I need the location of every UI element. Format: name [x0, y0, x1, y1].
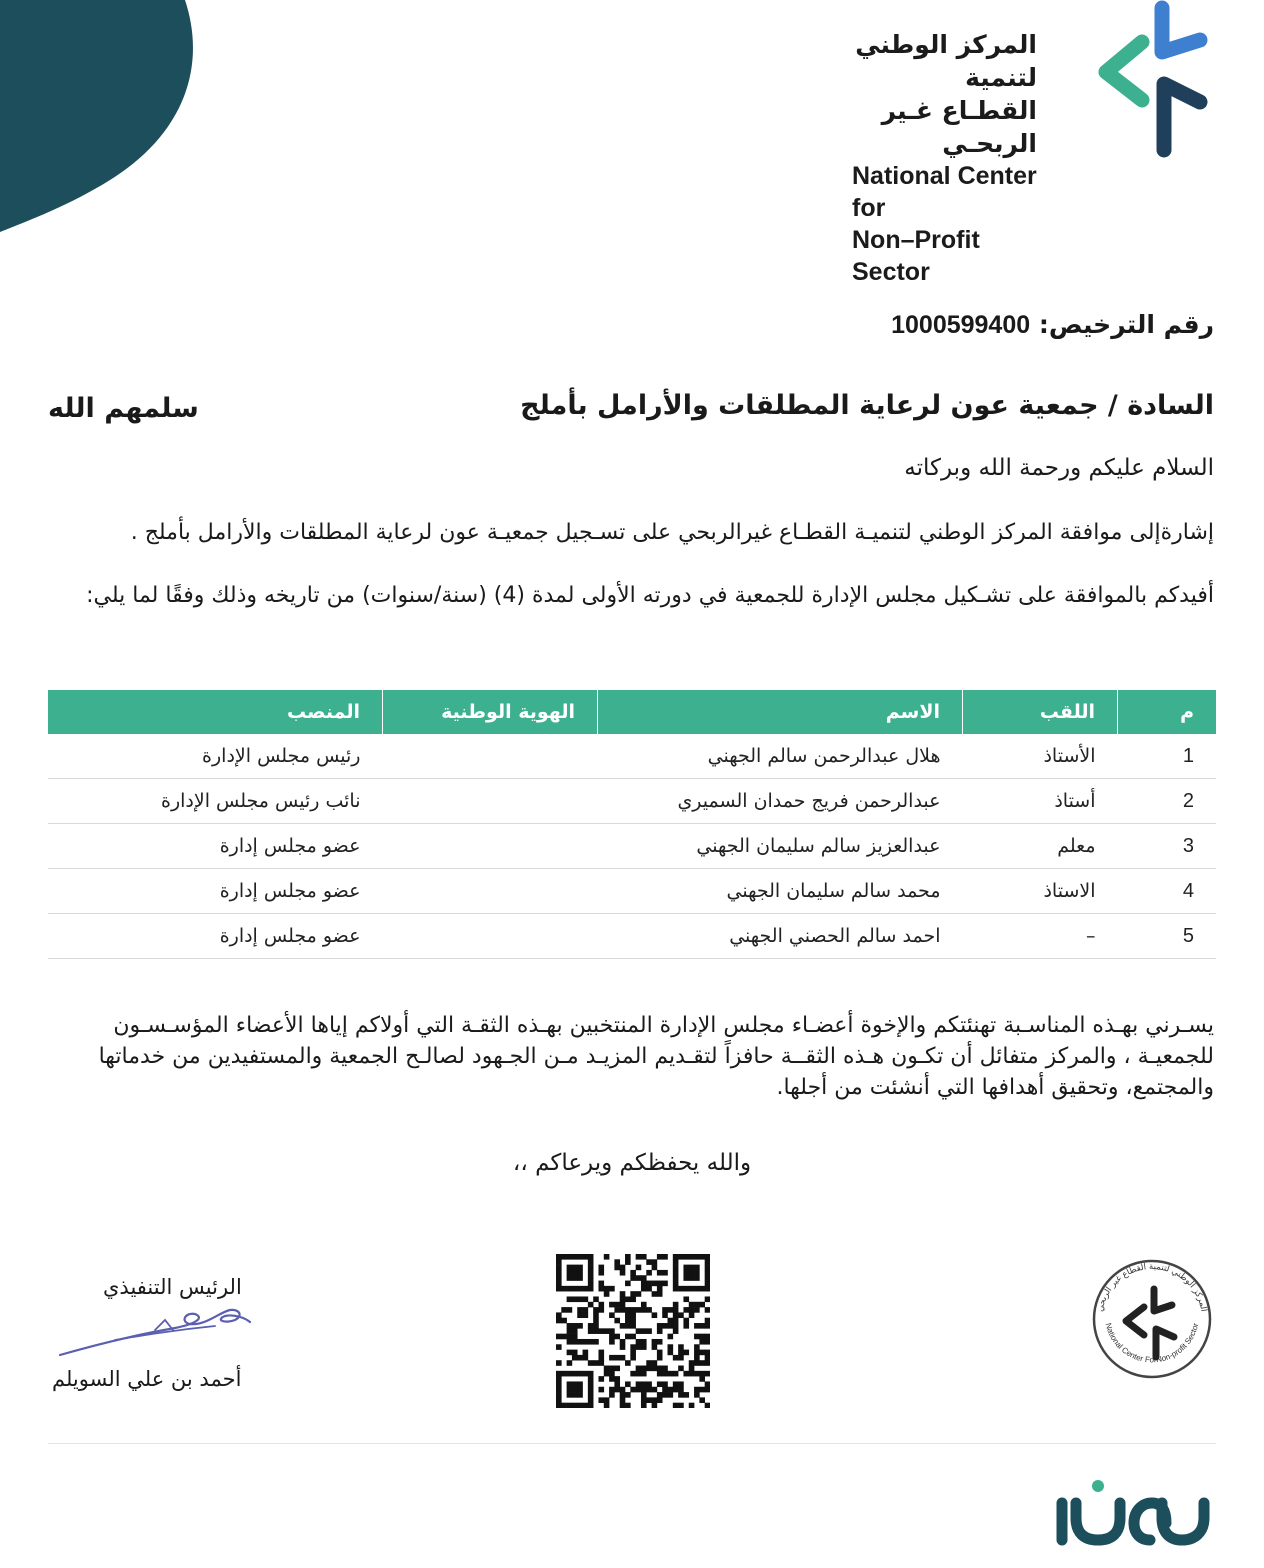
row-position: عضو مجلس إدارة — [48, 914, 383, 959]
table-row — [48, 734, 1216, 779]
table-row — [48, 824, 1216, 869]
official-stamp — [1088, 1255, 1216, 1383]
footer-divider — [48, 1443, 1216, 1444]
row-index: 2 — [1118, 779, 1217, 824]
handwritten-signature — [55, 1300, 255, 1360]
logo-english-line1: National Center for — [852, 162, 1037, 222]
salutation-end: سلمهم الله — [48, 393, 199, 424]
license-label: رقم الترخيص: — [1038, 310, 1214, 339]
logo-english-line2: Non–Profit Sector — [852, 226, 980, 286]
paragraph-congratulations: يسـرني بهـذه المناسـبة تهنئتكم والإخوة أعضـاء مجلس الإدارة المنتخبين بهـذه الثقـة التي أولاكم إياها الأعضاء المؤسـسـون للجمعيـة ، والمركز متفائل أن تكـون هـذه الثقــة حافزاً لتقـديم المزيـد مـن الجـهود لصالـح الجمعية والمستفيدين من خدماتها والمجتمع، وتحقيق أهدافها التي أنشئت من أجلها. — [98, 1013, 1214, 1100]
row-index: 3 — [1118, 824, 1217, 869]
logo-text — [852, 28, 1037, 288]
header-index: م — [1118, 690, 1217, 734]
signatory-name: أحمد بن علي السويلم — [52, 1367, 242, 1391]
row-title: – — [963, 914, 1118, 959]
addressee: السادة / جمعية عون لرعاية المطلقات والأرامل بأملج — [520, 390, 1214, 421]
row-position: رئيس مجلس الإدارة — [48, 734, 383, 779]
row-title: الاستاذ — [963, 869, 1118, 914]
row-national-id — [383, 824, 598, 869]
row-name: محمد سالم سليمان الجهني — [598, 869, 963, 914]
closing-line: والله يحفظكم ويرعاكم ،، — [512, 1150, 752, 1176]
logo-arabic-line2: القطـاع غـير الربحـي — [881, 96, 1037, 158]
row-title: معلم — [963, 824, 1118, 869]
row-title: أستاذ — [963, 779, 1118, 824]
header-name: الاسم — [598, 690, 963, 734]
greeting: السلام عليكم ورحمة الله وبركاته — [904, 455, 1214, 481]
row-position: عضو مجلس إدارة — [48, 824, 383, 869]
org-logo-icon — [1092, 0, 1212, 160]
corner-decoration — [0, 0, 200, 235]
license-line — [891, 310, 1214, 340]
table-row — [48, 779, 1216, 824]
header-title: اللقب — [963, 690, 1118, 734]
table-row — [48, 869, 1216, 914]
table-header-row — [48, 690, 1216, 734]
row-index: 4 — [1118, 869, 1217, 914]
row-name: عبدالرحمن فريج حمدان السميري — [598, 779, 963, 824]
paragraph-approval: إشارةإلى موافقة المركز الوطني لتنميـة القطـاع غيرالربحي على تسـجيل جمعيـة عون لرعاية المطلقات والأرامل بأملج . — [130, 520, 1214, 545]
board-members-table — [48, 690, 1216, 959]
license-number: 1000599400 — [891, 311, 1031, 339]
row-national-id — [383, 869, 598, 914]
table-row — [48, 914, 1216, 959]
header-national-id: الهوية الوطنية — [383, 690, 598, 734]
org-logo — [852, 0, 1212, 286]
row-name: هلال عبدالرحمن سالم الجهني — [598, 734, 963, 779]
row-name: احمد سالم الحصني الجهني — [598, 914, 963, 959]
svg-text:National Center ForNon-profit: National Center ForNon-profit Sector — [1103, 1322, 1201, 1365]
header-position: المنصب — [48, 690, 383, 734]
row-index: 5 — [1118, 914, 1217, 959]
logo-arabic-line1: المركز الوطني لتنمية — [855, 30, 1037, 92]
paragraph-board-formation: أفيدكم بالموافقة على تشـكيل مجلس الإدارة للجمعية في دورته الأولى لمدة (4) (سنة/سنوات) من تاريخه وذلك وفقًا لما يلي: — [86, 583, 1214, 608]
row-title: الأستاذ — [963, 734, 1118, 779]
signatory-title: الرئيس التنفيذي — [103, 1275, 242, 1299]
row-position: نائب رئيس مجلس الإدارة — [48, 779, 383, 824]
qr-code — [556, 1254, 710, 1408]
brand-logo — [1054, 1478, 1214, 1548]
svg-text:المركز الوطني لتنمية القطاع غي: المركز الوطني لتنمية القطاع غير الربحي — [1095, 1261, 1209, 1313]
row-national-id — [383, 914, 598, 959]
row-national-id — [383, 779, 598, 824]
row-national-id — [383, 734, 598, 779]
row-position: عضو مجلس إدارة — [48, 869, 383, 914]
row-name: عبدالعزيز سالم سليمان الجهني — [598, 824, 963, 869]
row-index: 1 — [1118, 734, 1217, 779]
